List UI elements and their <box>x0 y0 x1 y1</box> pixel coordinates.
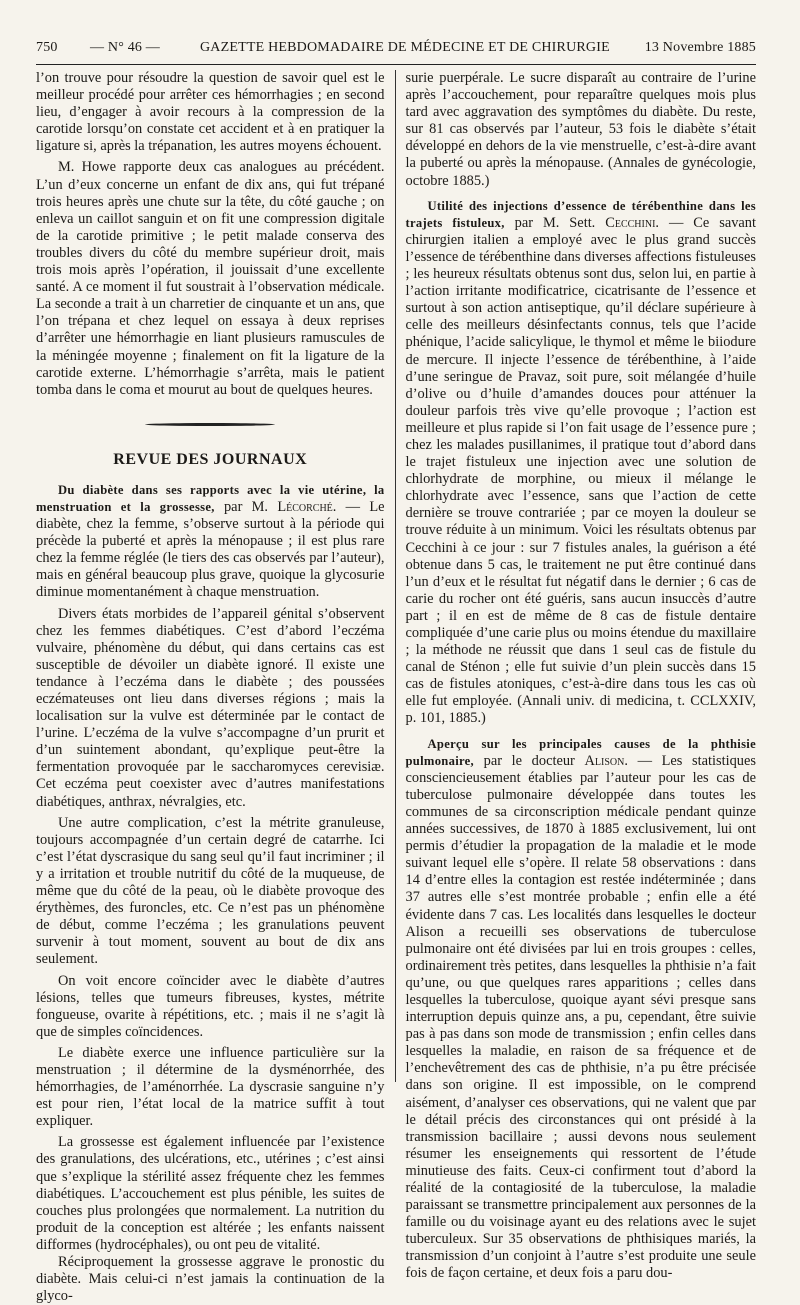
column-divider <box>395 70 396 1082</box>
paragraph: La grossesse est également influencée par l’existence des granulations, des ulcérations, etc., utérines ; c’est ainsi que s’explique la stérilité assez fréquente chez les femmes diabétiques. L’accouchement est plus pénible, les suites de couches plus prolongées que normalement. La nutrition du produit de la conception est altérée ; les enfants naissent difformes (hydrocéphales), ou ont peu de vitalité. <box>36 1134 385 1253</box>
article-text: — Les statistiques consciencieusement établies par l’auteur pour les cas de tuberculose pulmonaire développée dans toutes les communes de sa circonscription médicale pendant quinze années successives, de 1870 à 1885 exclusivement, lui ont permis d’étudier la propagation de la maladie et le mode suivant lequel elle s’opère. Il relate 58 observations : dans 14 d’entre elles la contagion est restée indéterminée ; dans 37 autres elle s’est montrée probable ; enfin elle a été évidente dans 7 cas. Les localités dans lesquelles le docteur Alison a recueilli ses observations de tuberculose pulmonaire ont été divisées par lui en trois groupes : celles, ordinairement très petites, dans lesquelles la phthisie n’a fait qu’une, ou que quelques rares apparitions ; celles dans lesquelles la tuberculose, quoique ayant sévi presque sans interruption depuis quinze ans, a pu, cependant, être suivie pas à pas dans son mode de transmission ; enfin celles dans lesquelles la maladie, en raison de sa fréquence et de l’enchevêtrement des cas de phthisie, n’a pu être précisée dans son origine. Il est impossible, on le comprend aisément, d’analyser ces observations, qui ne valent que par le détail précis des circonstances qui ont présidé à la transmission bacillaire ; aussi devons nous seulement résumer les enseignements qui ressortent de l’étude minutieuse des faits. Ceux-ci confirment tout d’abord la réalité de la contagiosité de la tuberculose, la maladie paraissant se transmettre principalement aux personnes de la famille ou du voisinage ayant eu des relations avec le sujet tuberculeux. Sur 35 observations de phthisiques mariés, la transmission d’un conjoint à l’autre s’est produite une seule fois de façon certaine, et deux fois a paru dou- <box>405 752 756 1282</box>
article-lead <box>406 198 757 728</box>
paragraph: Une autre complication, c’est la métrite granuleuse, toujours accompagnée d’un certain degré de catarrhe. Ici c’est l’état dyscrasique du sang seul qu’il faut incriminer ; il y a irritation et trouble nutritif du côté de la muqueuse, de même que du côté de la peau, où le diabète provoque des érythèmes, des furoncles, etc. Ce n’est pas un phénomène de début, comme l’eczéma ; les granulations peuvent survenir à tout moment, souvent au bout de dix ans seulement. <box>36 814 385 968</box>
paragraph: On voit encore coïncider avec le diabète d’autres lésions, telles que tumeurs fibreuses, kystes, métrite fongueuse, ovarite à répétitions, etc. ; mais il ne s’agit là que de simples coïncidences. <box>36 972 385 1040</box>
right-column <box>405 70 757 1282</box>
article-text: — Le diabète, chez la femme, s’observe surtout à la période qui précède la puberté et après la ménopause ; il est plus rare chez la femme réglée (le tiers des cas observés par l’auteur), mais en général beaucoup plus grave, quoique la glycosurie diminue momentanément à chaque menstruation. <box>36 498 385 601</box>
paragraph: M. Howe rapporte deux cas analogues au précédent. L’un d’eux concerne un enfant de dix ans, qui fut trépané trois heures après une chute sur la tête, du côté gauche ; on enleva un caillot sanguin et on fit une compression digitale de la carotide primitive ; le petit malade conserva des troubles divers du côté du membre supérieur droit, mais trois mois après l’opération, il jouissait d’une excellente santé. A ce moment il fut soustrait à l’observation médicale. La seconde a trait à un charretier de cinquante et un ans, que l’on trépana et chez lequel on essaya à deux reprises d’arrêter une hémorrhagie en liant plusieurs ramuscules de la méningée moyenne ; finalement on fit la ligature de la carotide externe. L’hémorrhagie s’arrêta, mais le patient tomba dans le coma et mourut au bout de quelques heures. <box>36 159 385 398</box>
issue-number: — N° 46 — <box>90 40 161 55</box>
running-head <box>36 40 756 62</box>
article-lead <box>406 736 757 1283</box>
article-title: Du diabète dans ses rapports avec la vie utérine, la menstruation et la grossesse, <box>36 482 385 514</box>
section-ornament <box>36 421 385 429</box>
article-author: Alison. <box>584 752 628 769</box>
author-lead: par M. Sett. <box>514 214 596 231</box>
journal-title: GAZETTE HEBDOMADAIRE DE MÉDECINE ET DE CHIRURGIE <box>200 40 610 55</box>
author-lead: par le docteur <box>483 752 575 769</box>
author-lead: par M. <box>223 498 269 515</box>
paragraph: surie puerpérale. Le sucre disparaît au contraire de l’urine après l’accouchement, pour reparaître quelques mois plus tard avec aggravation des symptômes du diabète. Du reste, sur 81 cas observés par l’auteur, 53 fois le diabète s’était développé en dehors de la vie menstruelle, c’est-à-dire avant la puberté ou après la ménopause. (Annales de gynécologie, octobre 1885.) <box>405 70 756 189</box>
header-rule <box>36 64 756 65</box>
article-author: Cecchini. <box>605 214 659 231</box>
paragraph: Divers états morbides de l’appareil génital s’observent chez les femmes diabétiques. C’est d’abord l’eczéma vulvaire, phénomène du début, qui dans certains cas est susceptible de dévoiler un diabète ignoré. Il existe une tendance à l’eczéma dans le diabète ; des poussées eczémateuses ont lieu dans diverses régions ; mais la localisation sur la vulve est déterminée par le contact de l’urine. L’eczéma de la vulve s’accompagne d’un prurit et d’un suintement abondant, qu’explique peut-être la fermentation provoquée par le saccharomyces cerevisiæ. Cet eczéma peut coexister avec d’autres manifestations diabétiques, anthrax, névralgies, etc. <box>36 605 385 810</box>
paragraph: Réciproquement la grossesse aggrave le pronostic du diabète. Mais celui-ci n’est jamais la continuation de la glyco- <box>36 1254 385 1305</box>
paragraph: l’on trouve pour résoudre la question de savoir quel est le meilleur procédé pour arrêter ces hémorrhagies ; en second lieu, d’engager à avoir recours à la compression de la carotide lorsqu’on constate cet accident et à en pratiquer la ligature si, après la trépanation, les autres moyens échouent. <box>36 70 385 155</box>
issue-date: 13 Novembre 1885 <box>644 40 756 55</box>
article-author: Lécorché. <box>277 498 337 515</box>
paragraph: Le diabète exerce une influence particulière sur la menstruation ; il détermine de la dysménorrhée, des hémorrhagies, de l’aménorrhée. La dyscrasie sanguine n’y est pour rien, l’état local de la matrice suffit à tout expliquer. <box>36 1044 385 1130</box>
page-number: 750 <box>36 40 58 55</box>
article-title: Aperçu sur les principales causes de la phthisie pulmonaire, <box>405 736 756 768</box>
section-title: REVUE DES JOURNAUX <box>113 450 308 468</box>
article-title: Utilité des injections d’essence de térébenthine dans les trajets fistuleux, <box>405 198 756 230</box>
text-columns <box>36 70 756 1305</box>
left-column <box>36 70 385 1305</box>
article-lead <box>36 482 385 602</box>
article-text: — Ce savant chirurgien italien a employé avec le plus grand succès l’essence de térébenthine dans diverses affections fistuleuses ; les heureux résultats obtenus sont dus, selon lui, en partie à l’action irritante modificatrice, cicatrisante de l’essence et surtout à son action antiseptique, qu’il déclare supérieure à celle des meilleurs désinfectants connus, tels que l’acide phénique, l’acide salicylique, le thymol et même le biiodure de mercure. Il injecte l’essence de térébenthine, à l’aide d’une seringue de Pravaz, soit pure, soit mélangée d’huile d’olive ou d’huile d’amandes douces pour atténuer la douleur parfois très vive qu’elle provoque ; l’action est meilleure et plus rapide si l’on fait usage de l’essence pure ; chez les malades pusillanimes, il pratique tout d’abord dans le trajet fistuleux une injection avec une solution de chlorhydrate de morphine, ou mieux il mélange le chlorhydrate avec l’essence, sans que l’action de cette dernière se trouve contrariée ; par ce moyen la douleur se trouve réduite à un minimum. Voici les résultats obtenus par Cecchini à ce jour : sur 7 fistules anales, la guérison a été obtenue dans 5 cas, le traitement ne put être continué dans l’un d’eux et le résultat fut négatif dans le dernier ; 6 cas de carie du rocher ont été guéris, sans aucun insuccès d’autre part ; il en est de même de 8 cas de fistule dentaire compliquée d’une carie plus ou moins étendue du maxillaire ; la méthode ne réussit que dans 1 seul cas de fistule du canal de Sténon ; elle fut suivie d’un plein succès dans 15 cas de fistules atoniques, c’est-à-dire dans tous les cas où elle fut employée. (Annali univ. di medicina, t. CCLXXIV, p. 101, 1885.) <box>405 214 756 727</box>
